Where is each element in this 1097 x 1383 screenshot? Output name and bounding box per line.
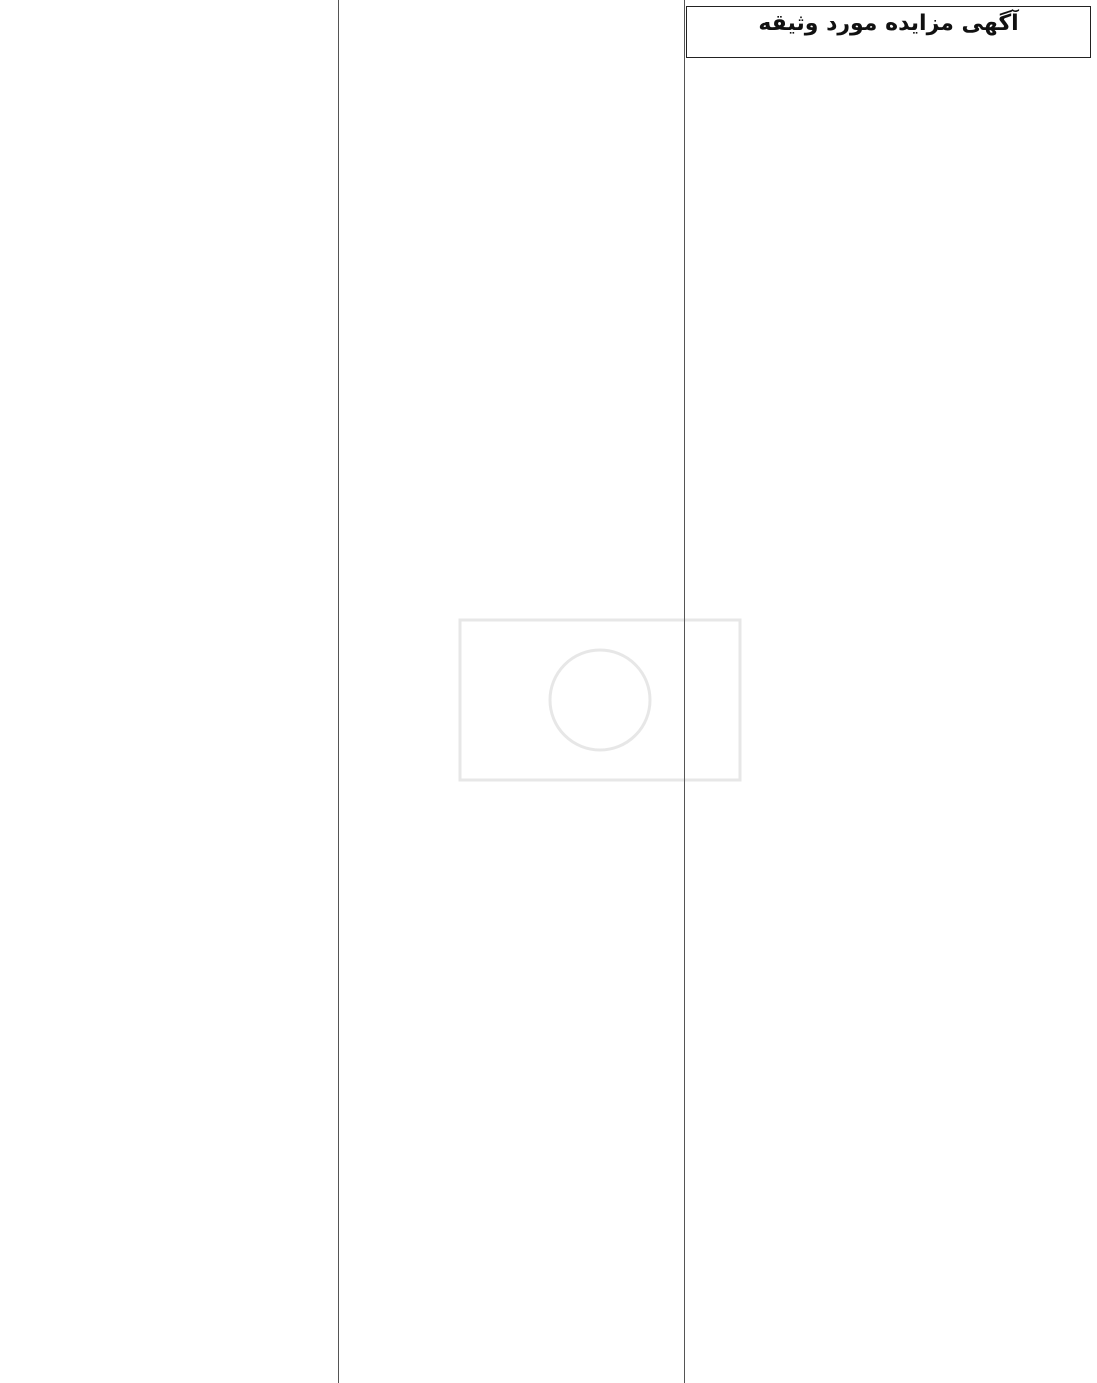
column-right <box>686 6 1091 1377</box>
notice-title: آگهی مزایده مورد وثیقه <box>758 11 1019 36</box>
column-divider <box>338 0 339 1383</box>
column-divider <box>684 0 685 1383</box>
notice-header-box <box>686 6 1091 58</box>
notice-text <box>6 6 335 21</box>
column-left <box>6 6 335 1377</box>
column-middle <box>342 6 679 1377</box>
notice-text <box>695 38 1082 53</box>
notice-text <box>342 6 679 21</box>
